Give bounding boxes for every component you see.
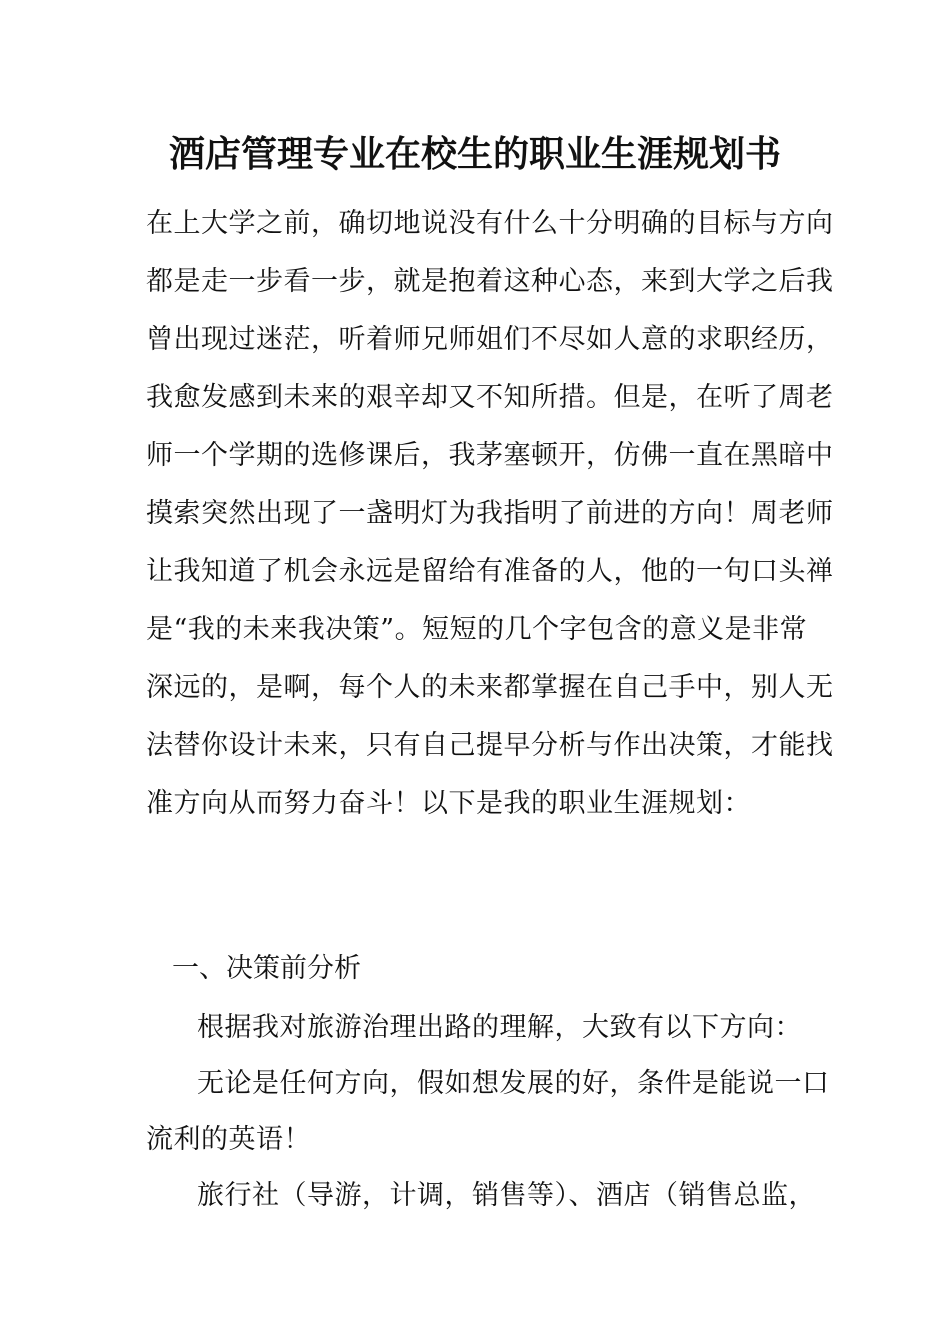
- paragraph-english: [146, 1055, 830, 1167]
- text-line: 旅行社（导游，计调，销售等）、酒店（销售总监，: [197, 1180, 816, 1211]
- text-line: 让我知道了机会永远是留给有准备的人，他的一句口头禅: [146, 556, 834, 587]
- text-line: 摸索突然出现了一盏明灯为我指明了前进的方向！周老师: [146, 498, 834, 529]
- intro-paragraph: [146, 195, 834, 833]
- paragraph-directions: [146, 999, 810, 1055]
- text-line: 在上大学之前，确切地说没有什么十分明确的目标与方向: [146, 208, 834, 239]
- text-line: 准方向从而努力奋斗！以下是我的职业生涯规划：: [146, 788, 751, 819]
- text-line: 师一个学期的选修课后，我茅塞顿开，仿佛一直在黑暗中: [146, 440, 834, 471]
- text-line: 流利的英语！: [146, 1124, 311, 1155]
- paragraph-career-options: [146, 1167, 816, 1223]
- text-line: 法替你设计未来，只有自己提早分析与作出决策，才能找: [146, 730, 834, 761]
- text-line: 无论是任何方向，假如想发展的好，条件是能说一口: [197, 1068, 830, 1099]
- text-line: 曾出现过迷茫，听着师兄师姐们不尽如人意的求职经历，: [146, 324, 834, 355]
- document-title: 酒店管理专业在校生的职业生涯规划书: [168, 133, 781, 175]
- text-line: 是“我的未来我决策”。短短的几个字包含的意义是非常: [146, 614, 808, 645]
- text-line: 根据我对旅游治理出路的理解，大致有以下方向：: [197, 1012, 802, 1043]
- section-heading: 一、决策前分析: [172, 953, 361, 984]
- text-line: 我愈发感到未来的艰辛却又不知所措。但是，在听了周老: [146, 382, 834, 413]
- text-line: 都是走一步看一步，就是抱着这种心态，来到大学之后我: [146, 266, 834, 297]
- text-line: 深远的，是啊，每个人的未来都掌握在自己手中，别人无: [146, 672, 834, 703]
